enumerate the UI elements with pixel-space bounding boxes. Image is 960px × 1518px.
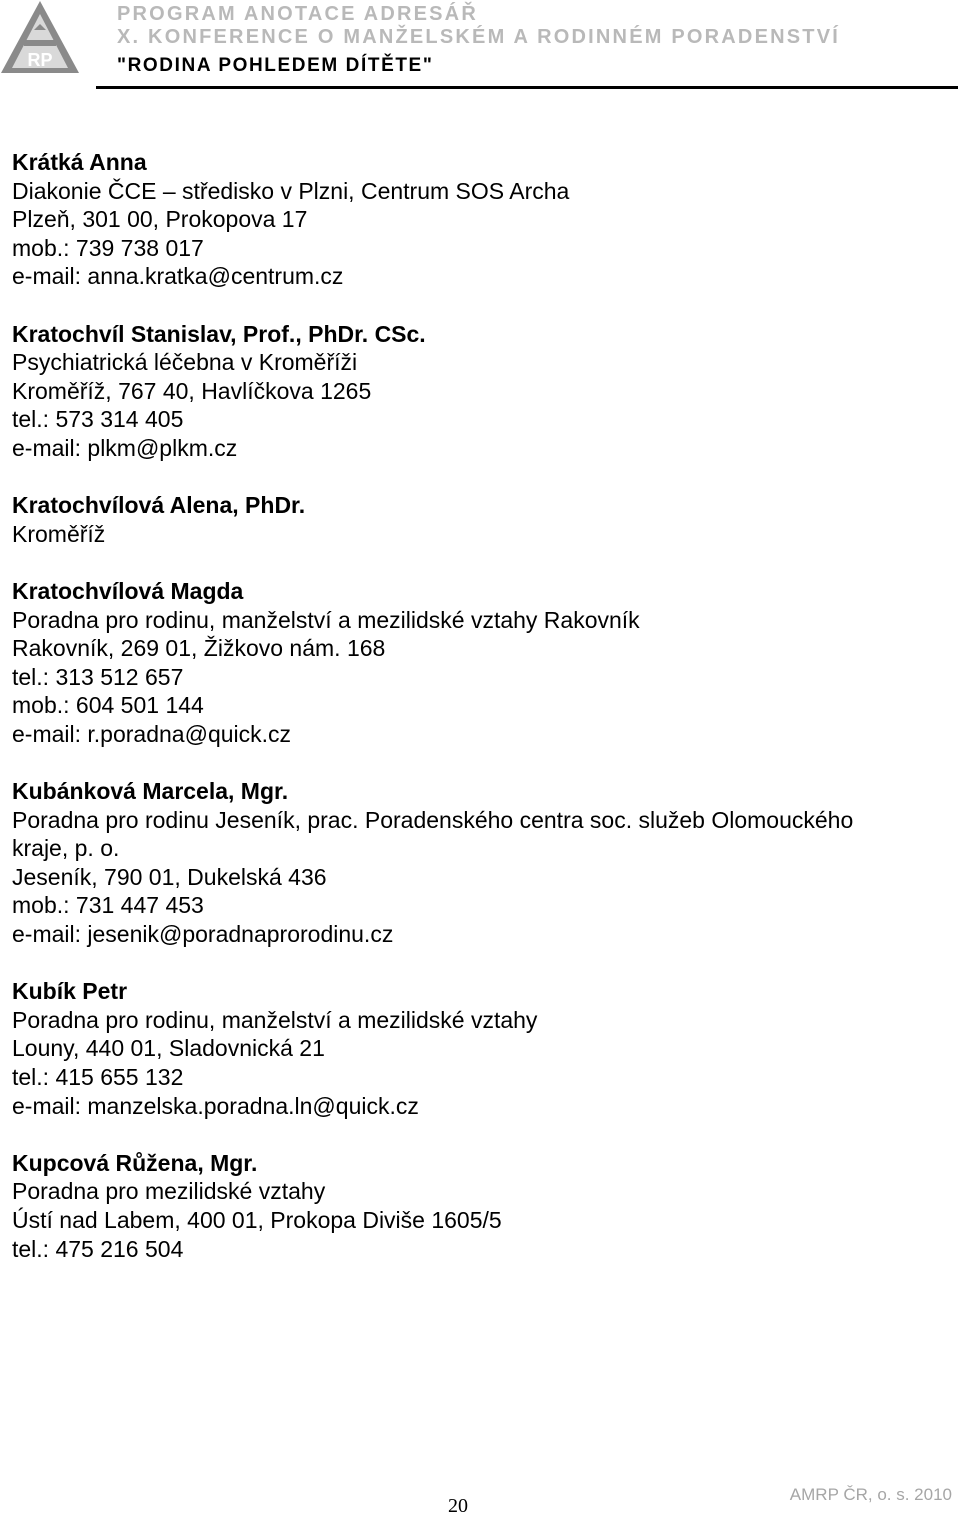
- entry-name: Kubík Petr: [12, 978, 128, 1005]
- entry-line: Poradna pro rodinu Jeseník, prac. Poradenského centra soc. služeb Olomouckého: [12, 806, 854, 833]
- entry-email: e-mail: manzelska.poradna.ln@quick.cz: [12, 1092, 419, 1119]
- logo-text: RP: [27, 50, 53, 70]
- entry-name: Kratochvílová Magda: [12, 577, 244, 604]
- entry-line: mob.: 731 447 453: [12, 892, 204, 919]
- header-divider: [96, 86, 958, 89]
- header-conference: X. KONFERENCE O MANŽELSKÉM A RODINNÉM PORADENSTVÍ: [117, 26, 841, 48]
- entry-line: Psychiatrická léčebna v Kroměříži: [12, 349, 358, 376]
- directory-entry: [12, 320, 952, 463]
- entry-line: Plzeň, 301 00, Prokopova 17: [12, 206, 308, 233]
- amrp-logo: [0, 0, 80, 74]
- directory-entry: [12, 491, 952, 548]
- directory-entry: [12, 977, 952, 1120]
- entry-email: e-mail: r.poradna@quick.cz: [12, 720, 292, 747]
- entry-line: Poradna pro mezilidské vztahy: [12, 1178, 326, 1205]
- directory-entry: [12, 148, 952, 291]
- header-title: PROGRAM ANOTACE ADRESÁŘ: [117, 3, 478, 25]
- address-directory: [12, 148, 952, 1292]
- directory-entry: [12, 777, 952, 949]
- entry-line: Diakonie ČCE – středisko v Plzni, Centrum SOS Archa: [12, 177, 570, 204]
- entry-line: kraje, p. o.: [12, 835, 120, 862]
- directory-entry: [12, 1149, 952, 1263]
- entry-email: e-mail: jesenik@poradnaprorodinu.cz: [12, 921, 394, 948]
- entry-line: Jeseník, 790 01, Dukelská 436: [12, 863, 327, 890]
- entry-line: tel.: 313 512 657: [12, 663, 184, 690]
- entry-line: Poradna pro rodinu, manželství a mezilidské vztahy Rakovník: [12, 606, 640, 633]
- entry-line: Louny, 440 01, Sladovnická 21: [12, 1035, 325, 1062]
- directory-entry: [12, 577, 952, 749]
- entry-email: e-mail: plkm@plkm.cz: [12, 434, 238, 461]
- entry-line: Rakovník, 269 01, Žižkovo nám. 168: [12, 635, 386, 662]
- entry-name: Kubánková Marcela, Mgr.: [12, 778, 289, 805]
- header-theme: "RODINA POHLEDEM DÍTĚTE": [117, 55, 434, 76]
- entry-line: tel.: 573 314 405: [12, 406, 184, 433]
- entry-line: Kroměříž, 767 40, Havlíčkova 1265: [12, 377, 372, 404]
- entry-name: Kupcová Růžena, Mgr.: [12, 1149, 258, 1176]
- entry-email: e-mail: anna.kratka@centrum.cz: [12, 263, 344, 290]
- entry-name: Krátká Anna: [12, 149, 147, 175]
- entry-line: Poradna pro rodinu, manželství a mezilidské vztahy: [12, 1006, 538, 1033]
- entry-name: Kratochvílová Alena, PhDr.: [12, 492, 306, 519]
- entry-line: tel.: 475 216 504: [12, 1235, 184, 1262]
- entry-line: Kroměříž: [12, 520, 106, 547]
- entry-line: mob.: 739 738 017: [12, 234, 204, 261]
- footer-organization: AMRP ČR, o. s. 2010: [789, 1485, 952, 1504]
- page-number: 20: [448, 1495, 468, 1517]
- entry-line: mob.: 604 501 144: [12, 692, 204, 719]
- entry-name: Kratochvíl Stanislav, Prof., PhDr. CSc.: [12, 320, 426, 347]
- entry-line: tel.: 415 655 132: [12, 1064, 184, 1090]
- entry-line: Ústí nad Labem, 400 01, Prokopa Diviše 1605/5: [12, 1206, 502, 1233]
